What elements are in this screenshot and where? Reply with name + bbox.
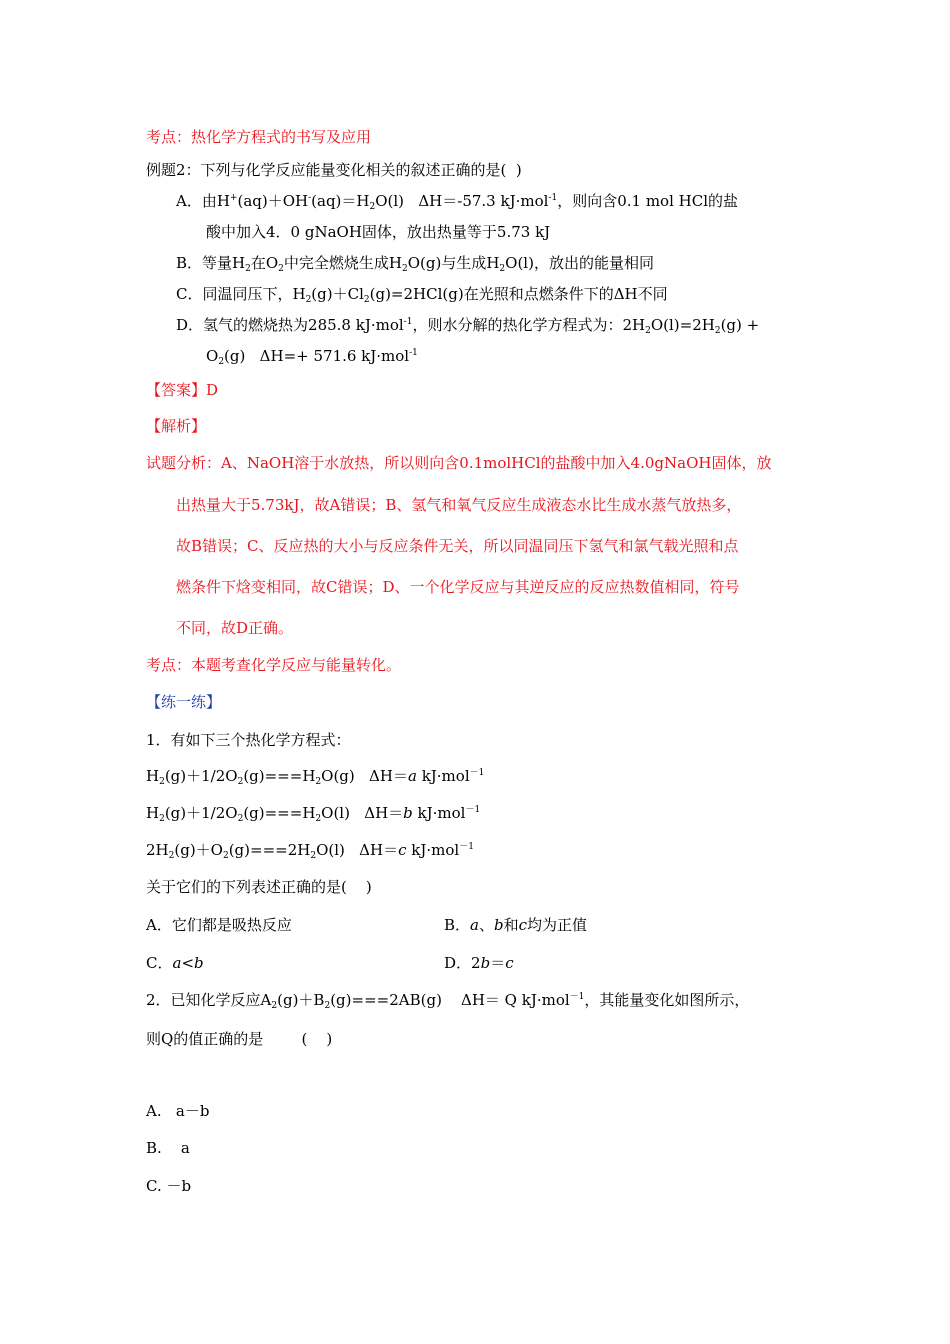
- example-option-c: C．同温同压下，$H_2(g)+Cl_2(g)=2HCl(g)$在光照和点燃条件下的ΔH不同: [176, 285, 668, 305]
- practice-label: 【练一练】: [146, 693, 222, 711]
- answer-value: D: [206, 381, 219, 399]
- question-1-option-c: C．a<b: [146, 954, 204, 972]
- analysis-line: 不同，故D正确。: [176, 619, 294, 637]
- analysis-label: 【解析】: [146, 417, 207, 435]
- question-2-stem: 2．已知化学反应$A_2(g)+B_2(g)===2AB(g)$ ΔH＝ Q kJ·mol$^{-1}$，其能量变化如图所示，: [146, 991, 750, 1011]
- example-option-d: D．氢气的燃烧热为285.8 kJ·mol$^{-1}$，则水分解的热化学方程式为：$2H_2O(l)=2H_2(g)$ +: [176, 316, 760, 336]
- question-1-ask: 关于它们的下列表述正确的是( ): [146, 878, 372, 896]
- question-2-option-a: A. a－b: [146, 1102, 210, 1120]
- example-option-b: B．等量$H_2$在$O_2$中完全燃烧生成$H_2O(g)$与生成$H_2O(l)$，放出的能量相同: [176, 254, 654, 274]
- question-2-option-b: B. a: [146, 1139, 190, 1157]
- analysis-line: 试题分析：A、NaOH溶于水放热，所以则向含0.1molHCl的盐酸中加入4.0gNaOH固体，放: [146, 454, 772, 472]
- question-2-option-c: C. －b: [146, 1177, 192, 1195]
- equation-2: $H_2(g)+1/2O_2(g)===H_2O(l)$ ΔH＝b kJ·mol$^{-1}$: [146, 804, 481, 824]
- question-1-option-d: D．2b＝c: [444, 954, 514, 972]
- kaodian-summary: 考点：本题考查化学反应与能量转化。: [146, 656, 402, 674]
- question-1-option-b: B．a、b和c均为正值: [444, 916, 588, 934]
- analysis-line: 故B错误；C、反应热的大小与反应条件无关，所以同温同压下氢气和氯气载光照和点: [176, 537, 739, 555]
- answer-label: 【答案】: [146, 381, 207, 399]
- kaodian-heading: 考点：热化学方程式的书写及应用: [146, 128, 372, 146]
- answer: [146, 380, 218, 400]
- example-option-d-cont: $O_2(g)$ ΔH=+ 571.6 kJ·mol$^{-1}$: [206, 347, 418, 367]
- analysis-line: 出热量大于5.73kJ，故A错误；B、氢气和氧气反应生成液态水比生成水蒸气放热多，: [176, 496, 742, 514]
- question-1-stem: 1．有如下三个热化学方程式：: [146, 731, 351, 749]
- analysis-line: 燃条件下焓变相同，故C错误；D、一个化学反应与其逆反应的反应热数值相同，符号: [176, 578, 740, 596]
- question-1-option-a: A．它们都是吸热反应: [146, 916, 292, 934]
- example-option-a-cont: 酸中加入4．0 gNaOH固体，放出热量等于5.73 kJ: [206, 223, 551, 241]
- example-option-a: A．由$H^+(aq)+OH^-(aq)=H_2O(l)$ ΔH＝-57.3 kJ·mol$^{-1}$，则向含0.1 mol HCl的盐: [176, 192, 739, 212]
- question-2-ask: 则Q的值正确的是 ( ): [146, 1030, 333, 1048]
- example-question: 例题2：下列与化学反应能量变化相关的叙述正确的是( ): [146, 161, 522, 179]
- equation-3: $2H_2(g)+O_2(g)===2H_2O(l)$ ΔH＝c kJ·mol$^{-1}$: [146, 841, 474, 861]
- equation-1: $H_2(g)+1/2O_2(g)===H_2O(g)$ ΔH＝a kJ·mol$^{-1}$: [146, 767, 485, 787]
